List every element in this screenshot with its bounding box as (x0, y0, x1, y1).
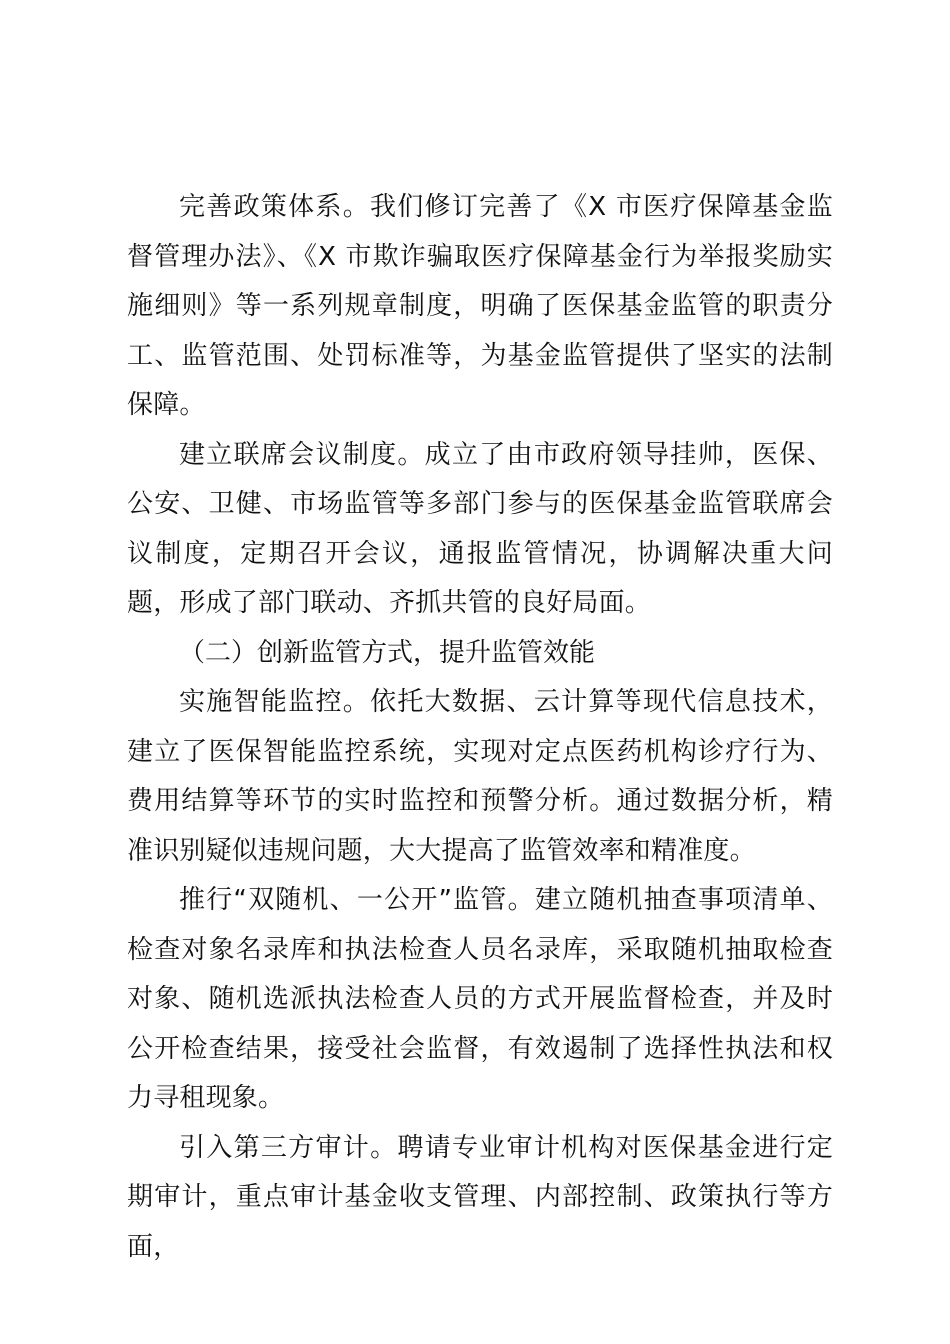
section-heading: （二）创新监管方式，提升监管效能 (179, 637, 596, 668)
paragraph-double-random: 推行“双随机、一公开”监管。建立随机抽查事项清单、检查对象名录库和执法检查人员名录库，采取随机抽取检查对象、随机选派执法检查人员的方式开展监督检查，并及时公开检查结果，接受社会监督，有效遏制了选择性执法和权力寻租现象。 (127, 885, 833, 1113)
paragraph-third-party-audit: 引入第三方审计。聘请专业审计机构对医保基金进行定期审计，重点审计基金收支管理、内部控制、政策执行等方面， (127, 1132, 833, 1262)
document-body (127, 183, 833, 1272)
paragraph-smart-monitoring: 实施智能监控。依托大数据、云计算等现代信息技术，建立了医保智能监控系统，实现对定点医药机构诊疗行为、费用结算等环节的实时监控和预警分析。通过数据分析，精准识别疑似违规问题，大大提高了监管效率和精准度。 (127, 687, 833, 866)
paragraph-joint-meeting: 建立联席会议制度。成立了由市政府领导挂帅，医保、公安、卫健、市场监管等多部门参与的医保基金监管联席会议制度，定期召开会议，通报监管情况，协调解决重大问题，形成了部门联动、齐抓共管的良好局面。 (127, 439, 833, 618)
paragraph-policy-system: 完善政策体系。我们修订完善了《X 市医疗保障基金监督管理办法》、《X 市欺诈骗取医疗保障基金行为举报奖励实施细则》等一系列规章制度，明确了医保基金监管的职责分工、监管范围、处罚标准等，为基金监管提供了坚实的法制保障。 (127, 192, 833, 420)
